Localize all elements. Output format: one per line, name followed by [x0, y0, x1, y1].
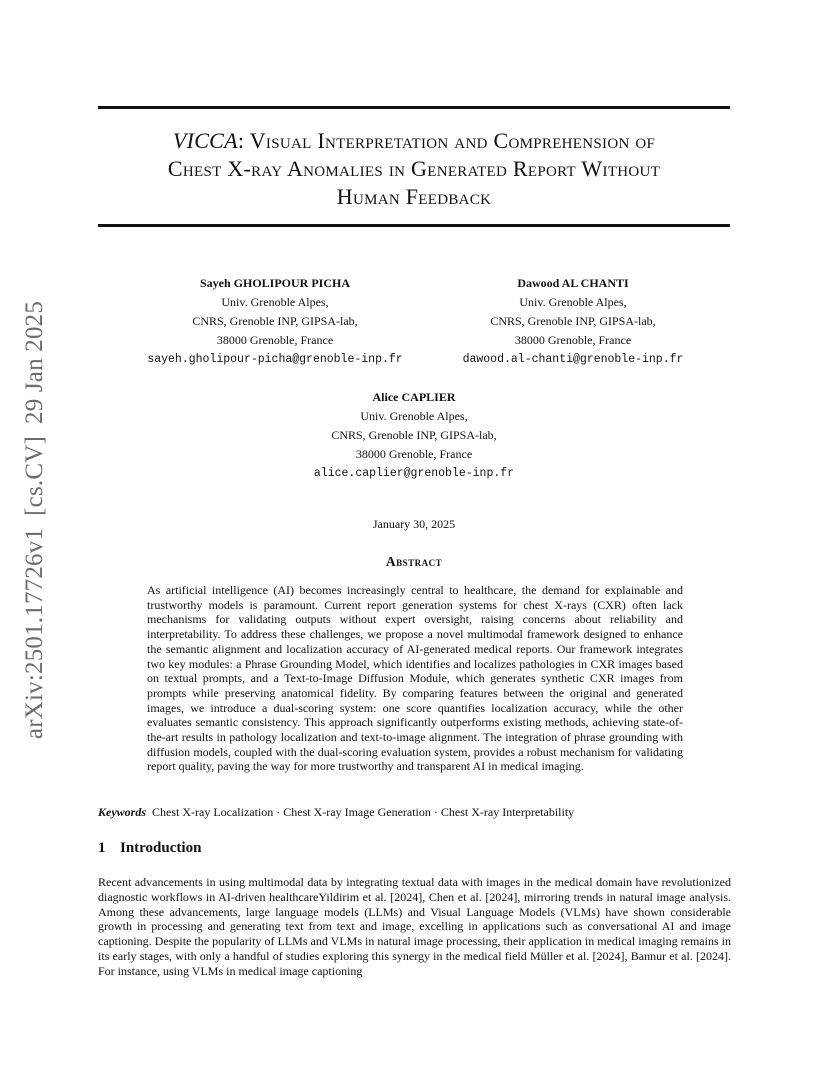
author-affiliation: Univ. Grenoble Alpes,	[519, 295, 627, 309]
paper-date: January 30, 2025	[372, 517, 456, 531]
arxiv-stamp	[13, 240, 57, 800]
author-name: Sayeh GHOLIPOUR PICHA	[199, 276, 350, 290]
keywords	[98, 804, 730, 820]
author-affiliation: Univ. Grenoble Alpes,	[221, 295, 329, 309]
paper-title	[98, 127, 730, 211]
title-line-2: Chest X-ray Anomalies in Generated Report Without	[167, 156, 661, 181]
section-number: 1	[98, 840, 106, 856]
title-line-3: Human Feedback	[336, 184, 492, 209]
title-line-1-rest: : Visual Interpretation and Comprehension of	[237, 128, 656, 153]
abstract-heading: Abstract	[385, 554, 443, 569]
author-email[interactable]: dawood.al-chanti@grenoble-inp.fr	[462, 353, 684, 366]
keywords-text: Chest X-ray Localization · Chest X-ray Image Generation · Chest X-ray Interpretability	[152, 805, 575, 819]
author-affiliation: CNRS, Grenoble INP, GIPSA-lab,	[192, 314, 358, 328]
author-affiliation: CNRS, Grenoble INP, GIPSA-lab,	[331, 428, 497, 442]
author-name: Dawood AL CHANTI	[517, 276, 629, 290]
title-acronym: VICCA	[172, 128, 238, 153]
section-title: Introduction	[120, 840, 202, 856]
author-affiliation: CNRS, Grenoble INP, GIPSA-lab,	[490, 314, 656, 328]
arxiv-id: arXiv:2501.17726v1	[21, 527, 48, 740]
author-block	[264, 388, 564, 483]
author-affiliation: 38000 Grenoble, France	[514, 333, 632, 347]
author-email[interactable]: alice.caplier@grenoble-inp.fr	[313, 467, 515, 480]
title-rule-bottom	[98, 224, 730, 227]
author-affiliation: 38000 Grenoble, France	[216, 333, 334, 347]
author-block	[428, 274, 718, 369]
title-rule-top	[98, 106, 730, 109]
author-affiliation: 38000 Grenoble, France	[355, 447, 473, 461]
author-block	[130, 274, 420, 369]
arxiv-category: [cs.CV]	[21, 435, 48, 516]
abstract-text: As artificial intelligence (AI) becomes increasingly central to healthcare, the demand for explainable and trustworthy models is paramount. Current report generation systems for chest X-rays (CXR) often lack mechanisms for validating outputs without expert oversight, raising concerns about reliability and interpretability. To address these challenges, we propose a novel multimodal framework designed to enhance the semantic alignment and localization accuracy of AI-generated medical reports. Our framework integrates two key modules: a Phrase Grounding Model, which identifies and localizes pathologies in CXR images based on textual prompts, and a Text-to-Image Diffusion Module, which generates synthetic CXR images from prompts while preserving anatomical fidelity. By comparing features between the original and generated images, we introduce a dual-scoring system: one score quantifies localization accuracy, while the other evaluates semantic consistency. This approach significantly outperforms existing methods, achieving state-of-the-art results in pathology localization and text-to-image alignment. The integration of phrase grounding with diffusion models, coupled with the dual-scoring evaluation system, provides a robust mechanism for validating report quality, paving the way for more trustworthy and transparent AI in medical imaging.	[147, 583, 683, 774]
author-affiliation: Univ. Grenoble Alpes,	[360, 409, 468, 423]
author-email[interactable]: sayeh.gholipour-picha@grenoble-inp.fr	[147, 353, 403, 366]
author-name: Alice CAPLIER	[372, 390, 456, 404]
section-text: Recent advancements in using multimodal data by integrating textual data with images in the medical domain have revolutionized diagnostic workflows in AI-driven healthcareYildirim et al. [2024], Chen et al. [2024], mirroring trends in natural image analysis. Among these advancements, large language models (LLMs) and Visual Language Models (VLMs) have shown considerable growth in processing and generating text from text and image, excelling in applications such as conversational AI and image captioning. Despite the popularity of LLMs and VLMs in natural image processing, their application in medical imaging remains in its early stages, with only a handful of studies exploring this synergy in the medical field Müller et al. [2024], Bannur et al. [2024]. For instance, using VLMs in medical image captioning	[98, 875, 731, 978]
section-heading	[98, 840, 730, 857]
arxiv-date: 29 Jan 2025	[21, 300, 48, 424]
title-line-1	[98, 127, 730, 155]
keywords-label: Keywords	[98, 805, 146, 819]
